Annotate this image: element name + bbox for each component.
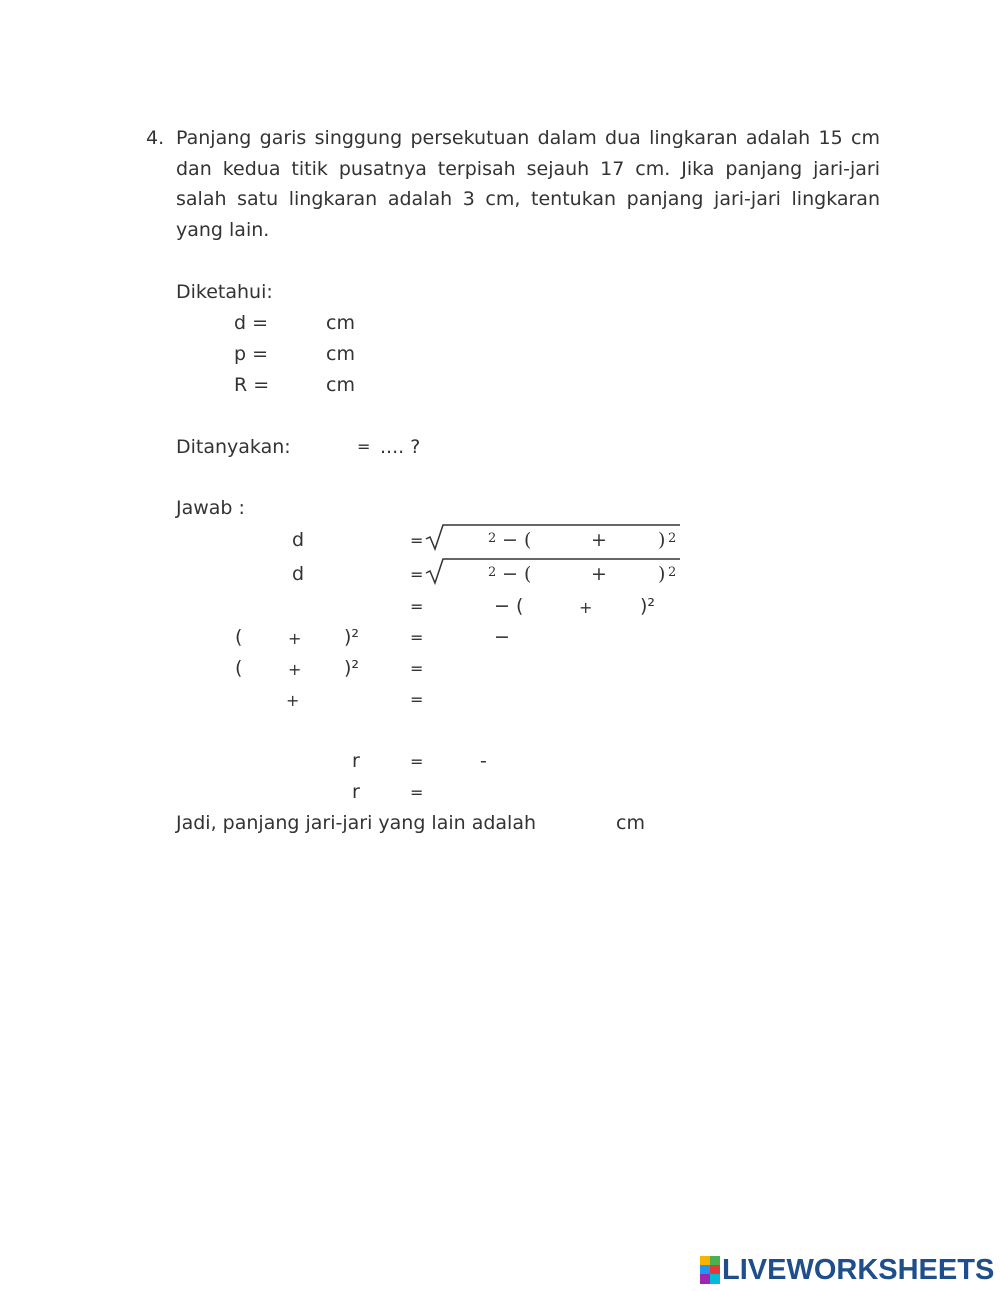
row1-d: d: [292, 529, 305, 551]
question-line-2: dan kedua titik pusatnya terpisah sejauh 17 cm. Jika panjang jari-jari: [176, 158, 880, 180]
row2-minus-open: − (: [502, 563, 532, 585]
row4-plus: +: [288, 629, 302, 648]
row3-plus: +: [579, 598, 593, 617]
row5-equals: =: [410, 659, 424, 678]
row7-r: r: [352, 750, 360, 772]
sqrt-icon-2: [424, 556, 682, 586]
row2-plus: +: [591, 563, 607, 585]
known-d-unit: cm: [326, 312, 355, 334]
row7-dash: -: [480, 750, 487, 772]
known-p-unit: cm: [326, 343, 355, 365]
asked-heading: Ditanyakan:: [176, 436, 291, 458]
row7-equals: =: [410, 752, 424, 771]
asked-equals: =: [357, 437, 371, 456]
logo-blocks-icon: [700, 1256, 720, 1284]
row6-plus: +: [286, 691, 300, 710]
row8-r: r: [352, 781, 360, 803]
known-d-label: d =: [234, 312, 269, 334]
question-line-4: yang lain.: [176, 219, 270, 241]
row4-open: (: [235, 626, 243, 648]
known-heading: Diketahui:: [176, 281, 273, 303]
known-R-label: R =: [234, 374, 270, 396]
row2-close: ): [658, 563, 666, 585]
row3-minus-open: − (: [494, 595, 524, 617]
row5-open: (: [235, 657, 243, 679]
row4-close-sq: )²: [344, 626, 360, 648]
row1-plus: +: [591, 529, 607, 551]
row1-minus-open: − (: [502, 529, 532, 551]
brand-name: LIVEWORKSHEETS: [722, 1253, 995, 1286]
row1-sq: 2: [488, 531, 497, 546]
question-line-3: salah satu lingkaran adalah 3 cm, tentukan panjang jari-jari lingkaran: [176, 188, 880, 210]
row8-equals: =: [410, 783, 424, 802]
question-line-1: Panjang garis singgung persekutuan dalam dua lingkaran adalah 15 cm: [176, 127, 880, 149]
row6-equals: =: [410, 690, 424, 709]
row2-d: d: [292, 563, 305, 585]
answer-heading: Jawab :: [176, 497, 245, 519]
liveworksheets-logo: [700, 1253, 994, 1287]
asked-placeholder: .... ?: [380, 436, 421, 458]
conclusion-unit: cm: [616, 812, 645, 834]
sqrt-icon: [424, 522, 682, 552]
question-number: 4.: [146, 127, 165, 149]
row4-equals: =: [410, 628, 424, 647]
known-R-unit: cm: [326, 374, 355, 396]
row3-close-sq: )²: [640, 595, 656, 617]
row5-plus: +: [288, 660, 302, 679]
row3-equals: =: [410, 597, 424, 616]
row5-close-sq: )²: [344, 657, 360, 679]
known-p-label: p =: [234, 343, 269, 365]
row2-sq: 2: [488, 565, 497, 580]
conclusion-text: Jadi, panjang jari-jari yang lain adalah: [176, 812, 537, 834]
row4-minus: −: [494, 626, 510, 648]
row1-equals: =: [410, 531, 424, 550]
row2-equals: =: [410, 565, 424, 584]
row1-close-sq: 2: [668, 531, 677, 546]
row2-close-sq: 2: [668, 565, 677, 580]
row1-close: ): [658, 529, 666, 551]
